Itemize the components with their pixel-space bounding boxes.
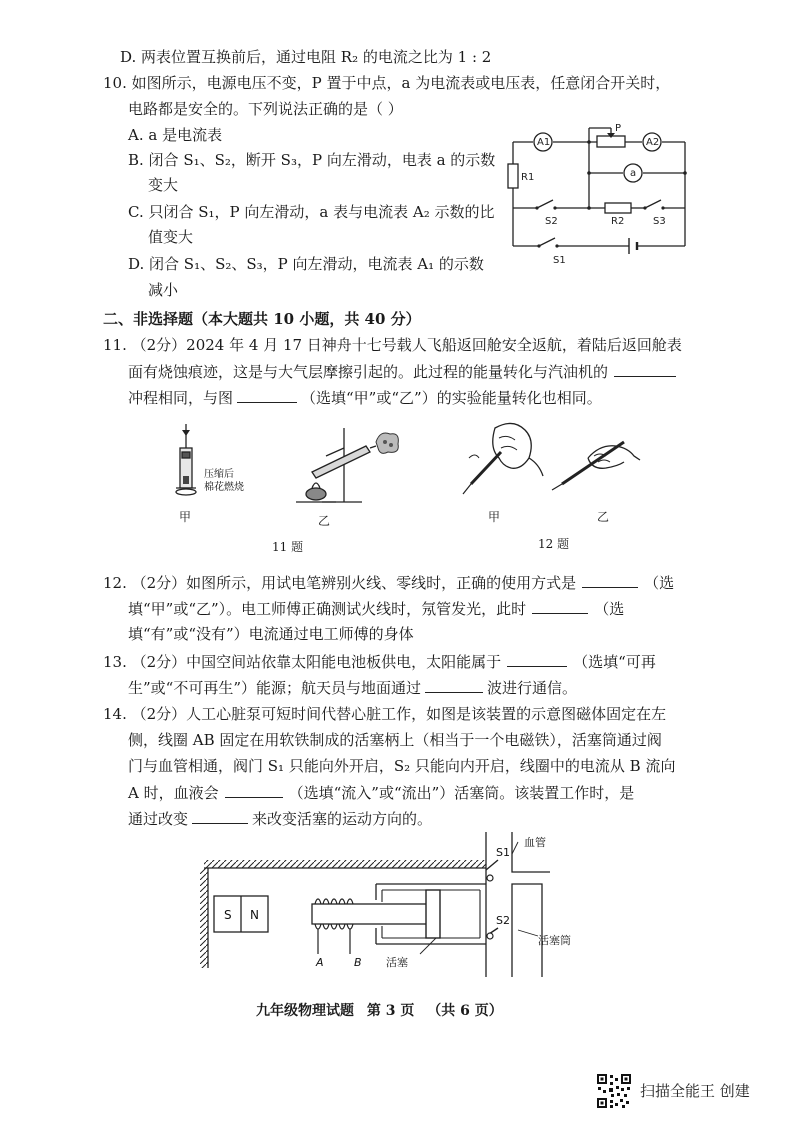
footer-page: 第 3 页 <box>366 1003 415 1019</box>
q14-line4-text: A 时，血液会 <box>128 784 219 802</box>
q14-blank-1[interactable] <box>225 781 283 798</box>
q10-option-b-line2: 变大 <box>148 176 179 194</box>
q11-line1: 11. （2分）2024 年 4 月 17 日神舟十七号载人飞船返回舱安全返航，着陆后返回舱表 <box>103 336 682 354</box>
q14-line5 <box>128 807 432 830</box>
q14-line3: 门与血管相通，阀门 S₁ 只能向外开启，S₂ 只能向内开启，线圈中的电流从 B 流向 <box>128 757 676 775</box>
section-2-title: 二、非选择题（本大题共 10 小题，共 40 分） <box>103 310 421 328</box>
q11-line3-tail: （选填“甲”或“乙”）的实验能量转化也相同。 <box>301 389 602 407</box>
valve-s1-icon <box>486 860 498 870</box>
q14-line5-tail: 来改变活塞的运动方向的。 <box>252 810 433 828</box>
q10-option-b-line1: B. 闭合 S₁、S₂，断开 S₃，P 向左滑动，电表 a 的示数 <box>128 151 496 169</box>
q12-line2-tail: （选 <box>594 600 625 618</box>
label-a: a <box>630 168 637 179</box>
q12-caption: 12 题 <box>538 537 570 551</box>
magnet-label-s: S <box>224 908 232 922</box>
label-p: P <box>615 123 622 134</box>
q12-line2-text: 填“甲”或“乙”）。电工师傅正确测试火线时，氖管发光，此时 <box>128 600 527 618</box>
q11-blank-2[interactable] <box>237 386 297 403</box>
q12-blank-2[interactable] <box>532 597 588 614</box>
watermark-text: 扫描全能王 创建 <box>640 1082 750 1100</box>
q12-figure-jia <box>455 418 545 496</box>
q10-stem-line2: 电路都是安全的。下列说法正确的是（ ） <box>128 100 403 118</box>
resistor-r2-icon <box>605 203 631 213</box>
q13-line1-text: 13. （2分）中国空间站依靠太阳能电池板供电，太阳能属于 <box>103 653 502 671</box>
resistor-r1-icon <box>508 164 518 188</box>
q13-line2-tail: 波进行通信。 <box>487 679 578 697</box>
label-s3: S3 <box>653 216 666 227</box>
q14-line4-tail: （选填“流入”或“流出”）活塞筒。该装置工作时，是 <box>288 784 635 802</box>
q12-line1 <box>103 571 674 594</box>
footer-title: 九年级物理试题 <box>256 1003 354 1019</box>
q11-jia-note-1: 压缩后 <box>204 469 234 480</box>
label-s2: S2 <box>496 914 510 927</box>
q11-line3-text: 冲程相同，与图 <box>128 389 234 407</box>
q13-line1 <box>103 650 656 673</box>
q11-label-jia: 甲 <box>179 510 192 524</box>
q11-figure-yi <box>282 420 402 510</box>
q14-line4 <box>128 781 634 804</box>
q9-option-d: D. 两表位置互换前后，通过电阻 R₂ 的电流之比为 1 : 2 <box>120 48 492 66</box>
q11-label-yi: 乙 <box>318 514 331 528</box>
q12-line2 <box>128 597 624 620</box>
q14-blank-2[interactable] <box>192 807 248 824</box>
q13-blank-2[interactable] <box>425 676 483 693</box>
label-a: A <box>316 956 324 969</box>
q11-jia-note-2: 棉花燃烧 <box>204 482 244 493</box>
q10-option-c-line2: 值变大 <box>148 228 194 246</box>
q11-blank-1[interactable] <box>614 360 676 377</box>
qr-code-icon <box>596 1073 632 1109</box>
q12-blank-1[interactable] <box>582 571 638 588</box>
label-r1: R1 <box>521 172 535 183</box>
q10-option-d-line1: D. 闭合 S₁、S₂、S₃，P 向左滑动，电流表 A₁ 的示数 <box>128 255 484 273</box>
q10-option-d-line2: 减小 <box>148 281 179 299</box>
label-b: B <box>354 956 362 969</box>
label-a1: A1 <box>537 137 551 148</box>
magnet-label-n: N <box>250 908 259 922</box>
footer-total: （共 6 页） <box>427 1003 503 1019</box>
label-r2: R2 <box>611 216 625 227</box>
q14-line5-text: 通过改变 <box>128 810 189 828</box>
label-s1: S1 <box>553 255 566 266</box>
label-piston: 活塞 <box>386 956 408 969</box>
q14-line1: 14. （2分）人工心脏泵可短时间代替心脏工作，如图是该装置的示意图磁体固定在左 <box>103 705 667 723</box>
q10-stem-line1: 10. 如图所示，电源电压不变，P 置于中点，a 为电流表或电压表，任意闭合开关时， <box>103 74 671 92</box>
label-vessel: 血管 <box>524 836 546 849</box>
q11-figure-jia <box>168 422 258 502</box>
q12-label-jia: 甲 <box>488 510 501 524</box>
label-a2: A2 <box>646 137 660 148</box>
label-cylinder: 活塞筒 <box>538 934 571 947</box>
q10-option-a: A. a 是电流表 <box>128 126 223 144</box>
footer <box>256 1000 503 1020</box>
q12-line1-tail: （选 <box>644 574 675 592</box>
q13-line2 <box>128 676 577 699</box>
q13-line1-tail: （选填“可再 <box>573 653 656 671</box>
q12-figure-yi <box>548 422 644 494</box>
q14-line2: 侧，线圈 AB 固定在用软铁制成的活塞柄上（相当于一个电磁铁），活塞筒通过阀 <box>128 731 662 749</box>
label-s1: S1 <box>496 846 510 859</box>
q10-option-c-line1: C. 只闭合 S₁，P 向左滑动，a 表与电流表 A₂ 示数的比 <box>128 203 495 221</box>
q11-line2 <box>128 360 676 383</box>
q12-line3: 填“有”或“没有”）电流通过电工师傅的身体 <box>128 625 414 643</box>
q12-label-yi: 乙 <box>597 510 610 524</box>
piston-icon <box>426 890 440 938</box>
q13-blank-1[interactable] <box>507 650 567 667</box>
q11-caption: 11 题 <box>272 540 304 554</box>
label-s2: S2 <box>545 216 558 227</box>
q12-line1-text: 12. （2分）如图所示，用试电笔辨别火线、零线时，正确的使用方式是 <box>103 574 577 592</box>
q10-circuit-diagram <box>505 118 695 270</box>
q11-line3 <box>128 386 602 409</box>
q13-line2-text: 生”或“不可再生”）能源；航天员与地面通过 <box>128 679 422 697</box>
q11-line2-text: 面有烧蚀痕迹，这是与大气层摩擦引起的。此过程的能量转化与汽油机的 <box>128 363 609 381</box>
q14-heart-pump-diagram <box>200 832 600 977</box>
